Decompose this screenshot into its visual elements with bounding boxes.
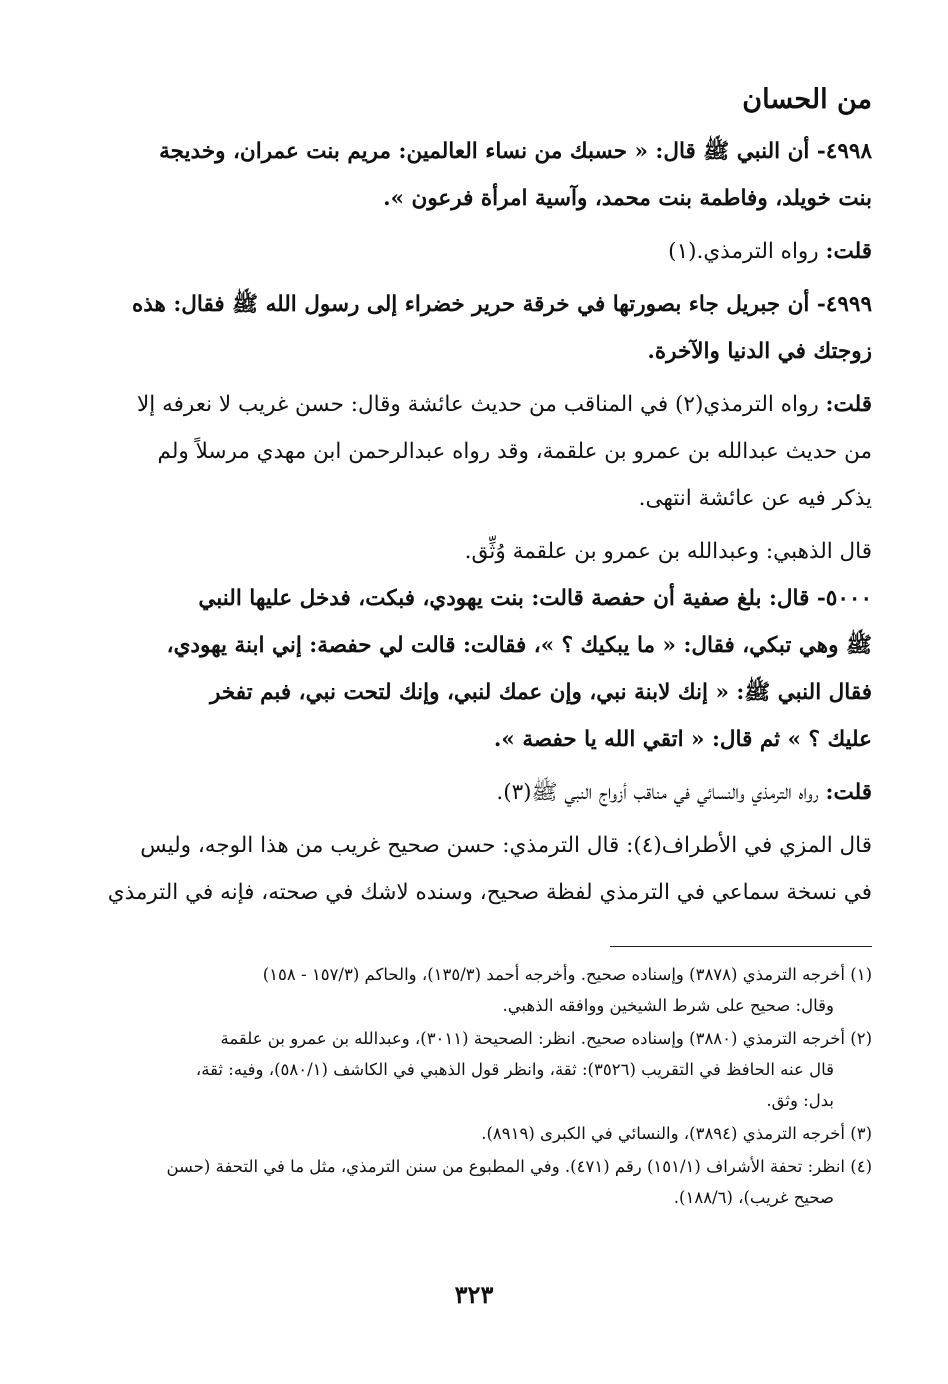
footnote-line: بدل: وثق.	[766, 1091, 834, 1110]
qultu-label: قلت:	[825, 780, 872, 805]
footnotes	[100, 959, 872, 1213]
footnote-line: وقال: صحيح على شرط الشيخين ووافقه الذهبي.	[502, 996, 834, 1015]
hadith-5000	[100, 575, 872, 763]
text-line: بنت خويلد، وفاطمة بنت محمد، وآسية امرأة فرعون ».	[383, 186, 872, 211]
text-line	[100, 381, 872, 428]
page-body	[100, 70, 872, 1215]
text-line: قال المزي في الأطراف(٤): قال الترمذي: حسن صحيح غريب من هذا الوجه، وليس	[140, 833, 872, 858]
footnote-1	[100, 959, 872, 1021]
comment-text: رواه الترمذي(٢) في المناقب من حديث عائشة وقال: حسن غريب لا نعرفه إلا	[137, 392, 819, 417]
footnote-line: قال عنه الحافظ في التقريب (٣٥٢٦): ثقة، وانظر قول الذهبي في الكاشف (٥٨٠/١)، وفيه: ثقة،	[195, 1060, 834, 1079]
section-title: من الحسان	[742, 84, 872, 115]
qultu-label: قلت:	[825, 239, 872, 264]
mizzi-note	[100, 822, 872, 916]
text-line: ٤٩٩٨- أن النبي ﷺ قال: « حسبك من نساء العالمين: مريم بنت عمران، وخديجة	[159, 139, 872, 164]
text-line: في نسخة سماعي في الترمذي لفظة صحيح، وسنده لاشك في صحته، فإنه في الترمذي	[107, 880, 872, 905]
footnote-3	[100, 1118, 872, 1149]
text-line: فقال النبي ﷺ: « إنك لابنة نبي، وإن عمك لنبي، وإنك لتحت نبي، فبم تفخر	[210, 680, 872, 705]
footnote-line: (٤) انظر: تحفة الأشراف (١٥١/١) رقم (٤٧١). وفي المطبوع من سنن الترمذي، مثل ما في التحفة (حسن	[166, 1157, 872, 1176]
comment-text: رواه الترمذي.(١)	[668, 239, 819, 264]
footnote-line: صحيح غريب)، (١٨٨/٦).	[673, 1188, 834, 1207]
text-line: ٥٠٠٠- قال: بلغ صفية أن حفصة قالت: بنت يهودي، فبكت، فدخل عليها النبي	[198, 586, 872, 611]
hadith-4999	[100, 281, 872, 375]
text-line: زوجتك في الدنيا والآخرة.	[647, 339, 872, 364]
footnote-4	[100, 1151, 872, 1213]
text-line: ﷺ وهي تبكي، فقال: « ما يبكيك ؟ »، فقالت: قالت لي حفصة: إني ابنة يهودي،	[166, 633, 872, 658]
footnote-2	[100, 1023, 872, 1116]
qultu-label: قلت:	[825, 392, 872, 417]
footnote-line: (٣) أخرجه الترمذي (٣٨٩٤)، والنسائي في الكبرى (٨٩١٩).	[481, 1124, 872, 1143]
dhahabi-note: قال الذهبي: وعبدالله بن عمرو بن علقمة وُثِّق.	[464, 539, 872, 564]
footnote-line: (٢) أخرجه الترمذي (٣٨٨٠) وإسناده صحيح. انظر: الصحيحة (٣٠١١)، وعبدالله بن عمرو بن علقمة	[220, 1029, 872, 1048]
footnote-divider	[610, 946, 872, 947]
comment-5000	[100, 769, 872, 816]
hadith-4998	[100, 128, 872, 222]
comment-4998	[100, 228, 872, 275]
text-line: عليك ؟ » ثم قال: « اتقي الله يا حفصة ».	[493, 727, 872, 752]
comment-4999	[100, 381, 872, 522]
footnote-line: (١) أخرجه الترمذي (٣٨٧٨) وإسناده صحيح. وأخرجه أحمد (١٣٥/٣)، والحاكم (١٥٧/٣ - ١٥٨)	[262, 965, 872, 984]
comment-text: رواه الترمذي والنسائي في مناقب أزواج النبي ﷺ(٣).	[496, 780, 819, 805]
text-line: ٤٩٩٩- أن جبريل جاء بصورتها في خرقة حرير خضراء إلى رسول الله ﷺ فقال: هذه	[132, 292, 872, 317]
page-number: ٣٢٣	[454, 1280, 494, 1309]
text-line: يذكر فيه عن عائشة انتهى.	[638, 486, 872, 511]
text-line: من حديث عبدالله بن عمرو بن علقمة، وقد رواه عبدالرحمن ابن مهدي مرسلاً ولم	[157, 439, 872, 464]
